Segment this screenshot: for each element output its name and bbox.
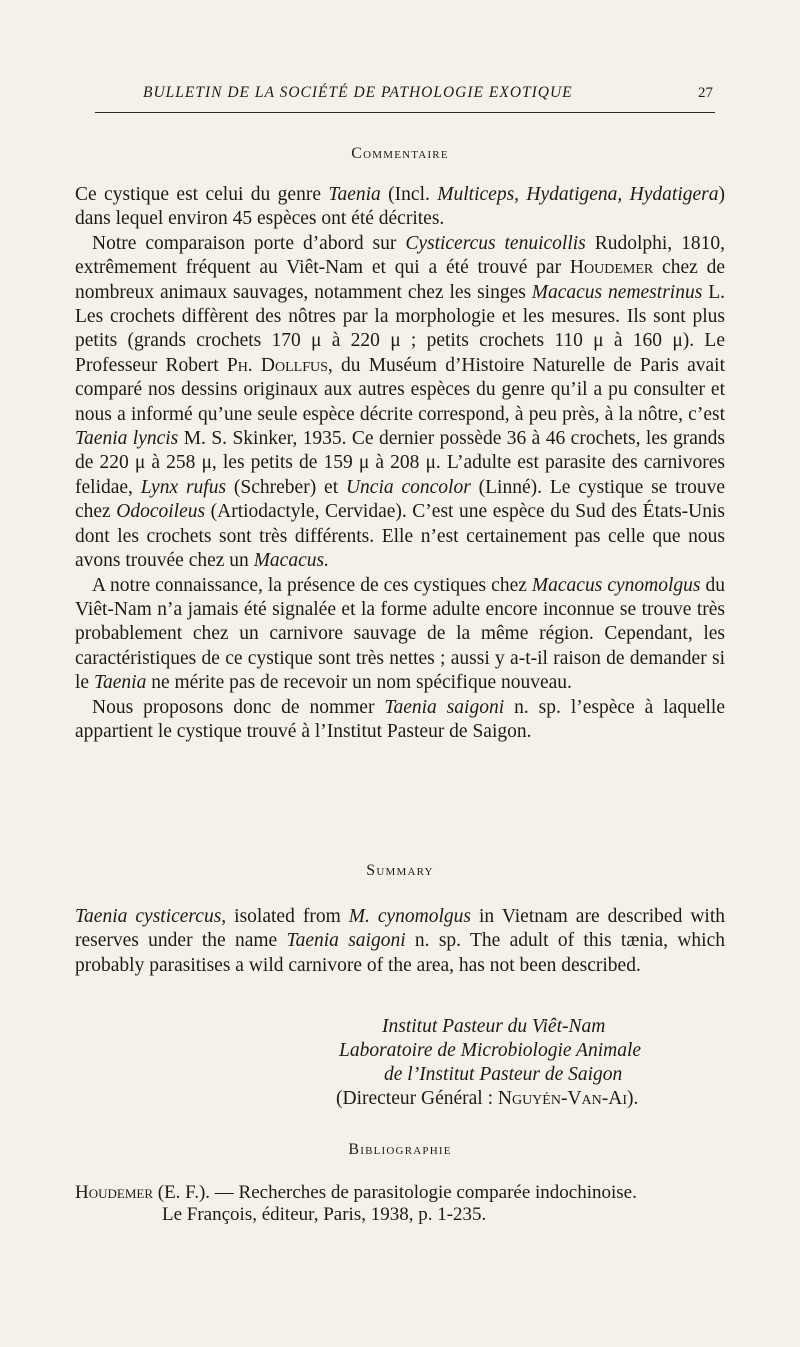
italic-run: Taenia saigoni (384, 696, 505, 718)
italic-run: Macacus nemestrinus (531, 281, 703, 303)
italic-run: Multiceps, Hydatigena, Hydatigera (437, 184, 719, 205)
page-header (95, 80, 715, 113)
italic-run: Uncia concolor (345, 476, 471, 498)
bib-publisher: Le François, éditeur, Paris, 1938, p. 1-235. (162, 1204, 487, 1225)
italic-run: Taenia (93, 672, 147, 694)
bib-author: Houdemer (75, 1182, 153, 1203)
text-run: in Vietnam are described with reserves under the name (75, 906, 725, 952)
text-run: ne mérite pas de recevoir un nom spécifique nouveau. (146, 672, 572, 694)
section-title-summary: Summary (366, 862, 434, 879)
running-head: BULLETIN DE LA SOCIÉTÉ DE PATHOLOGIE EXOTIQUE (143, 84, 573, 101)
paragraph (75, 183, 725, 232)
small-caps-run: Houdemer (569, 257, 654, 279)
bibliography-entry (75, 1182, 735, 1226)
text-run: , du Muséum d’Histoire Naturelle de Paris avait comparé nos dessins originaux aux autres espèces du genre qu’il a pu consulter et nous a informé qu’une seule espèce décrite correspond, à peu près, à la nôtre, c’est (75, 354, 726, 425)
italic-run: Macacus. (253, 550, 329, 572)
italic-run: M. cynomolgus (348, 906, 472, 927)
affiliation-institute-saigon: de l’Institut Pasteur de Saigon (384, 1064, 623, 1085)
text-run: isolated from (226, 906, 349, 927)
summary-body (75, 905, 725, 978)
text-run: Notre comparaison porte d’abord sur (92, 232, 406, 254)
bib-title: (E. F.). — Recherches de parasitologie comparée indochinoise. (153, 1182, 637, 1203)
italic-run: Macacus cynomolgus (531, 574, 701, 596)
text-run: (Linné). Le cystique se trouve chez (75, 476, 726, 523)
text-run: chez de nombreux animaux sauvages, notamment chez les singes (75, 257, 725, 303)
paragraph (75, 232, 725, 574)
text-run: (Schreber) et (226, 476, 346, 498)
small-caps-run: Ph. Dollfus (226, 354, 328, 376)
affiliation-laboratory: Laboratoire de Microbiologie Animale (339, 1040, 642, 1061)
director-prefix: (Directeur Général : (336, 1088, 498, 1109)
text-run: Ce cystique est celui du genre (75, 184, 329, 205)
page-number: 27 (698, 85, 713, 101)
italic-run: Cysticercus tenuicollis (405, 232, 586, 254)
paragraph (75, 905, 725, 978)
affiliation-institute: Institut Pasteur du Viêt-Nam (382, 1016, 606, 1037)
affiliation-block (320, 1015, 720, 1111)
text-run: A notre connaissance, la présence de ces cystiques chez (92, 574, 532, 596)
affiliation-director (320, 1087, 720, 1111)
text-run: du Viêt-Nam n’a jamais été signalée et la forme adulte encore inconnue se trouve très probablement chez un carnivore sauvage de la même région. Cependant, les caractéristiques de ce cystique sont très nettes ; aussi y a-t-il raison de demander si le (75, 574, 726, 694)
italic-run: Taenia (328, 184, 381, 205)
text-run: ) dans lequel environ 45 espèces ont été décrites. (75, 184, 725, 230)
text-run: Rudolphi, 1810, extrêmement fréquent au Viêt-Nam et qui a été trouvé par (75, 232, 726, 279)
director-name: Nguyén-Van-Ai (497, 1088, 627, 1109)
section-title-bibliographie: Bibliographie (348, 1141, 452, 1158)
text-run: Nous proposons donc de nommer (92, 696, 385, 718)
text-run: n. sp. l’espèce à laquelle appartient le cystique trouvé à l’Institut Pasteur de Saigon. (75, 696, 725, 742)
text-run: M. S. Skinker, 1935. Ce dernier possède 36 à 46 crochets, les grands de 220 μ à 258 μ, les petits de 159 μ à 208 μ. L’adulte est parasite des carnivores felidae, (75, 428, 725, 498)
paragraph (75, 696, 725, 745)
text-run: n. sp. The adult of this tænia, which probably parasitises a wild carnivore of the area, has not been described. (75, 930, 725, 976)
text-run: L. Les crochets diffèrent des nôtres par la morphologie et les mesures. Ils sont plus petits (grands crochets 170 μ à 220 μ ; petits crochets 110 μ à 160 μ). Le Professeur Robert (75, 281, 725, 376)
italic-run: Lynx rufus (140, 476, 227, 498)
italic-run: Taenia lyncis (75, 428, 179, 450)
text-run: (Incl. (380, 184, 438, 205)
section-title-commentaire: Commentaire (351, 145, 449, 162)
director-suffix: ). (627, 1088, 639, 1109)
commentaire-body (75, 183, 725, 744)
italic-run: Taenia cysticercus, (75, 906, 227, 927)
paragraph (75, 574, 725, 696)
text-run: (Artiodactyle, Cervidae). C’est une espèce du Sud des États-Unis dont les crochets sont très différents. Elle n’est certainement pas celle que nous avons trouvée chez un (75, 501, 725, 572)
italic-run: Odocoileus (116, 501, 206, 523)
italic-run: Taenia saigoni (286, 930, 406, 952)
